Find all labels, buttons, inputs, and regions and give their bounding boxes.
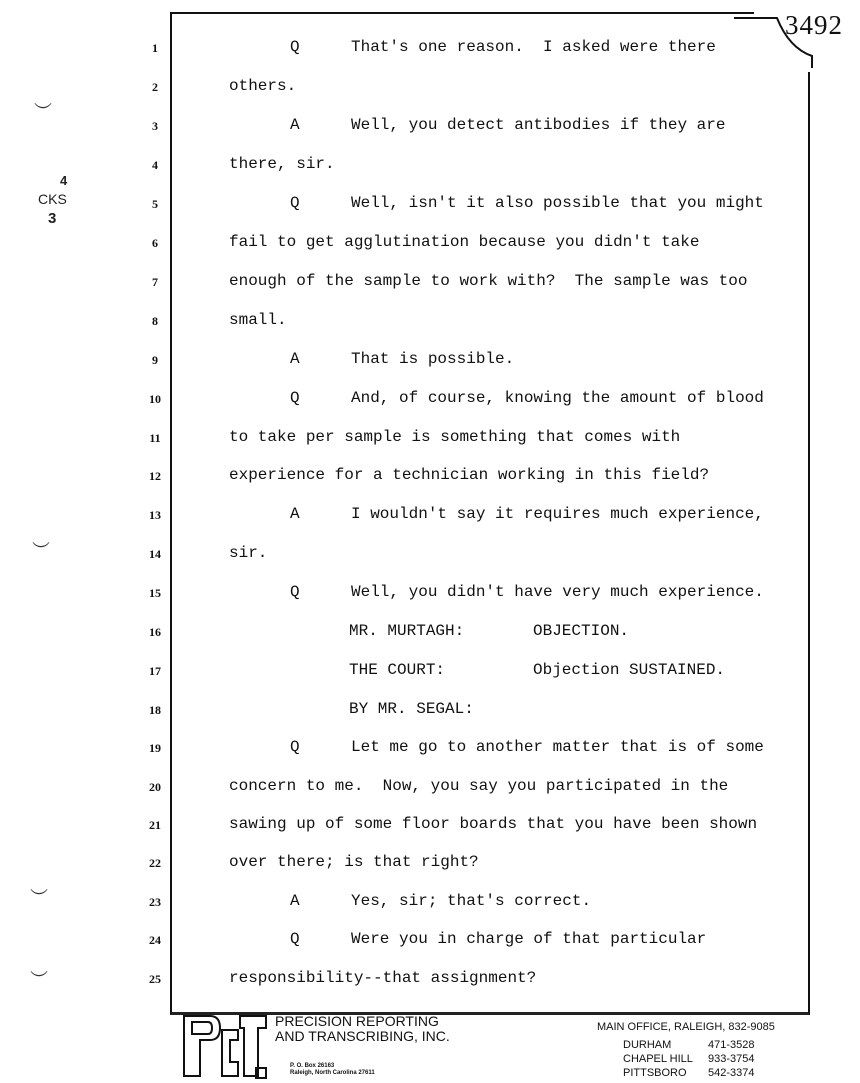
line-number: 18	[149, 703, 161, 717]
line-text: concern to me. Now, you say you participated in the	[229, 777, 729, 795]
line-number: 17	[149, 664, 161, 678]
line-number: 23	[149, 895, 161, 909]
line-number: 11	[149, 431, 161, 445]
line-text: Were you in charge of that particular	[351, 930, 707, 948]
line-number: 14	[149, 547, 161, 561]
speaker-label: A	[290, 892, 300, 910]
speaker-label: A	[290, 505, 300, 523]
address-line2: Raleigh, North Carolina 27611	[290, 1070, 375, 1076]
line-number: 20	[149, 780, 161, 794]
transcript-line	[0, 661, 860, 681]
margin-note-bottom: 3	[48, 210, 57, 227]
line-text: Yes, sir; that's correct.	[351, 892, 592, 910]
line-text: Well, you didn't have very much experience.	[351, 583, 764, 601]
transcript-line	[0, 466, 860, 486]
page-number: 3492	[785, 10, 843, 40]
line-number: 15	[149, 586, 161, 600]
transcript-line	[0, 194, 860, 214]
line-number: 19	[149, 741, 161, 755]
line-number: 10	[149, 392, 161, 406]
margin-note-top: 4	[60, 173, 68, 188]
line-text: That is possible.	[351, 350, 515, 368]
transcript-line	[0, 969, 860, 989]
line-text: responsibility--that assignment?	[229, 969, 537, 987]
line-text: Well, you detect antibodies if they are	[351, 116, 726, 134]
margin-tick: ︶	[30, 890, 48, 910]
transcript-line	[0, 622, 860, 642]
line-text: Objection SUSTAINED.	[533, 661, 726, 679]
transcript-line	[0, 583, 860, 603]
office-phone: 933-3754	[708, 1053, 755, 1065]
transcript-line	[0, 38, 860, 58]
transcript-line	[0, 350, 860, 370]
line-number: 24	[149, 933, 161, 947]
speaker-label: Q	[290, 194, 300, 212]
line-text: enough of the sample to work with? The sample was too	[229, 272, 748, 290]
line-text: OBJECTION.	[533, 622, 630, 640]
speaker-label: BY MR. SEGAL:	[349, 700, 474, 718]
line-text: experience for a technician working in this field?	[229, 466, 710, 484]
speaker-label: Q	[290, 38, 300, 56]
speaker-label: A	[290, 116, 300, 134]
line-text: I wouldn't say it requires much experience,	[351, 505, 764, 523]
speaker-label: A	[290, 350, 300, 368]
line-text: there, sir.	[229, 155, 335, 173]
transcript-line	[0, 777, 860, 797]
company-name-line1: PRECISION REPORTING	[275, 1013, 439, 1029]
speaker-label: Q	[290, 738, 300, 756]
transcript-line	[0, 853, 860, 873]
transcript-line	[0, 505, 860, 525]
speaker-label: Q	[290, 930, 300, 948]
transcript-line	[0, 544, 860, 564]
speaker-label: THE COURT:	[349, 661, 446, 679]
address-line1: P. O. Box 26163	[290, 1063, 335, 1069]
margin-tick: ︶	[30, 972, 48, 992]
speaker-label: MR. MURTAGH:	[349, 622, 465, 640]
line-number: 3	[152, 119, 158, 133]
speaker-label: Q	[290, 583, 300, 601]
company-logo	[180, 1012, 270, 1080]
office-city: PITTSBORO	[623, 1067, 687, 1079]
transcript-line	[0, 116, 860, 136]
line-text: others.	[229, 77, 297, 95]
margin-tick: ︶	[32, 543, 50, 563]
transcript-line	[0, 428, 860, 448]
line-number: 9	[152, 353, 158, 367]
line-text: over there; is that right?	[229, 853, 479, 871]
company-name	[275, 1014, 450, 1044]
transcript-line	[0, 311, 860, 331]
line-number: 5	[152, 197, 158, 211]
line-number: 8	[152, 314, 158, 328]
margin-tick: ︶	[34, 104, 52, 124]
line-text: sir.	[229, 544, 268, 562]
main-office: MAIN OFFICE, RALEIGH, 832-9085	[597, 1021, 775, 1033]
line-number: 13	[149, 508, 161, 522]
line-text: to take per sample is something that comes with	[229, 428, 681, 446]
line-text: sawing up of some floor boards that you have been shown	[229, 815, 758, 833]
line-number: 7	[152, 275, 158, 289]
line-number: 12	[149, 469, 161, 483]
transcript-line	[0, 892, 860, 912]
office-city: DURHAM	[623, 1039, 672, 1051]
line-number: 25	[149, 972, 161, 986]
line-text: Well, isn't it also possible that you might	[351, 194, 764, 212]
office-phone: 471-3528	[708, 1039, 755, 1051]
line-text: Let me go to another matter that is of some	[351, 738, 764, 756]
line-number: 1	[152, 41, 158, 55]
line-number: 16	[149, 625, 161, 639]
transcript-line	[0, 930, 860, 950]
margin-note-middle: CKS	[38, 191, 67, 207]
line-number: 4	[152, 158, 158, 172]
line-text: small.	[229, 311, 287, 329]
office-city: CHAPEL HILL	[623, 1053, 693, 1065]
transcript-line	[0, 155, 860, 175]
line-text: And, of course, knowing the amount of blood	[351, 389, 764, 407]
line-number: 6	[152, 236, 158, 250]
transcript-line	[0, 272, 860, 292]
transcript-line	[0, 233, 860, 253]
transcript-line	[0, 389, 860, 409]
line-text: fail to get agglutination because you didn't take	[229, 233, 700, 251]
company-name-line2: AND TRANSCRIBING, INC.	[275, 1028, 450, 1044]
transcript-line	[0, 815, 860, 835]
line-number: 2	[152, 80, 158, 94]
transcript-line	[0, 738, 860, 758]
line-number: 21	[149, 818, 161, 832]
line-text: That's one reason. I asked were there	[351, 38, 716, 56]
speaker-label: Q	[290, 389, 300, 407]
transcript-line	[0, 77, 860, 97]
office-phone: 542-3374	[708, 1067, 755, 1079]
transcript-line	[0, 700, 860, 720]
line-number: 22	[149, 856, 161, 870]
company-address	[290, 1063, 375, 1077]
